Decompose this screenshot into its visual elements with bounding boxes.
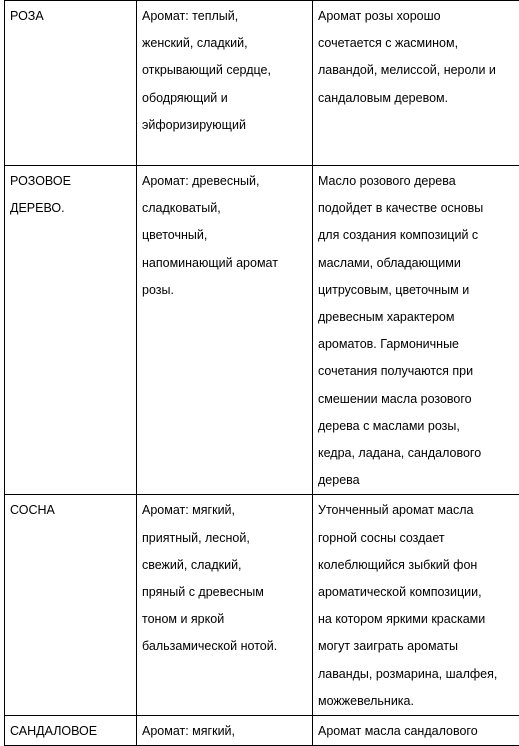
table-row [5, 495, 519, 716]
oil-name-cell [5, 166, 137, 495]
combination-line: можжевельника. [318, 693, 414, 708]
aroma-line: тоном и яркой [142, 612, 225, 627]
combination-line: на котором яркими красками [318, 612, 486, 627]
combination-line: Утонченный аромат масла [318, 503, 474, 518]
combination-line: для создания композиций с [318, 228, 479, 243]
essential-oils-table [4, 0, 519, 746]
combination-line: лавандой, мелиссой, нероли и [318, 63, 496, 78]
aroma-line: эйфоризирующий [142, 117, 246, 132]
combination-cell [313, 495, 519, 716]
aroma-line: Аромат: теплый, [142, 9, 239, 23]
combination-line: ароматов. Гармоничные [318, 337, 460, 352]
combination-cell [313, 166, 519, 495]
aroma-line: сладковатый, [142, 201, 221, 216]
aroma-line: женский, сладкий, [142, 36, 248, 51]
aroma-cell [137, 166, 313, 495]
aroma-line: Аромат: мягкий, [142, 503, 236, 518]
combination-line: колеблющийся зыбкий фон [318, 557, 478, 572]
combination-line: маслами, обладающими [318, 255, 461, 270]
combination-line: кедра, ладана, сандалового [318, 446, 482, 461]
combination-line: подойдет в качестве основы [318, 201, 484, 216]
aroma-line: розы. [142, 282, 174, 297]
table-row [5, 166, 519, 495]
aroma-line: пряный с древесным [142, 585, 264, 600]
table-row [5, 1, 519, 166]
combination-line: сочетается с жасмином, [318, 36, 459, 51]
combination-line: горной сосны создает [318, 530, 445, 545]
aroma-line: открывающий сердце, [142, 63, 271, 78]
combination-line: лаванды, розмарина, шалфея, [318, 666, 498, 681]
aroma-line: Аромат: древесный, [142, 174, 260, 188]
oil-name: САНДАЛОВОЕ [10, 724, 98, 739]
aroma-line: бальзамической нотой. [142, 639, 278, 654]
combination-line: дерева [318, 473, 360, 488]
aroma-cell [137, 1, 313, 166]
combination-line: дерева с маслами розы, [318, 418, 460, 433]
oil-name: РОЗОВОЕ [10, 174, 71, 188]
combination-cell [313, 1, 519, 166]
combination-line: цитрусовым, цветочным и [318, 282, 470, 297]
combination-line: Аромат масла сандалового [318, 724, 478, 739]
combination-line: древесным характером [318, 310, 455, 325]
table-row [5, 716, 519, 746]
combination-line: сандаловым деревом. [318, 90, 449, 105]
aroma-line: свежий, сладкий, [142, 557, 242, 572]
combination-line: могут заиграть ароматы [318, 639, 458, 654]
combination-line: Аромат розы хорошо [318, 9, 441, 23]
aroma-line: Аромат: мягкий, [142, 724, 236, 739]
aroma-cell [137, 495, 313, 716]
combination-cell [313, 716, 519, 746]
oil-name: СОСНА [10, 503, 55, 518]
aroma-line: приятный, лесной, [142, 530, 250, 545]
combination-line: Масло розового дерева [318, 174, 456, 188]
combination-line: ароматической композиции, [318, 585, 482, 600]
oil-name: РОЗА [10, 9, 44, 23]
oil-name: ДЕРЕВО. [10, 201, 65, 216]
aroma-cell [137, 716, 313, 746]
oil-name-cell [5, 495, 137, 716]
combination-line: сочетания получаются при [318, 364, 474, 379]
oil-name-cell [5, 1, 137, 166]
aroma-line: напоминающий аромат [142, 255, 278, 270]
oil-name-cell [5, 716, 137, 746]
combination-line: смешении масла розового [318, 391, 472, 406]
aroma-line: ободряющий и [142, 90, 228, 105]
aroma-line: цветочный, [142, 228, 208, 243]
